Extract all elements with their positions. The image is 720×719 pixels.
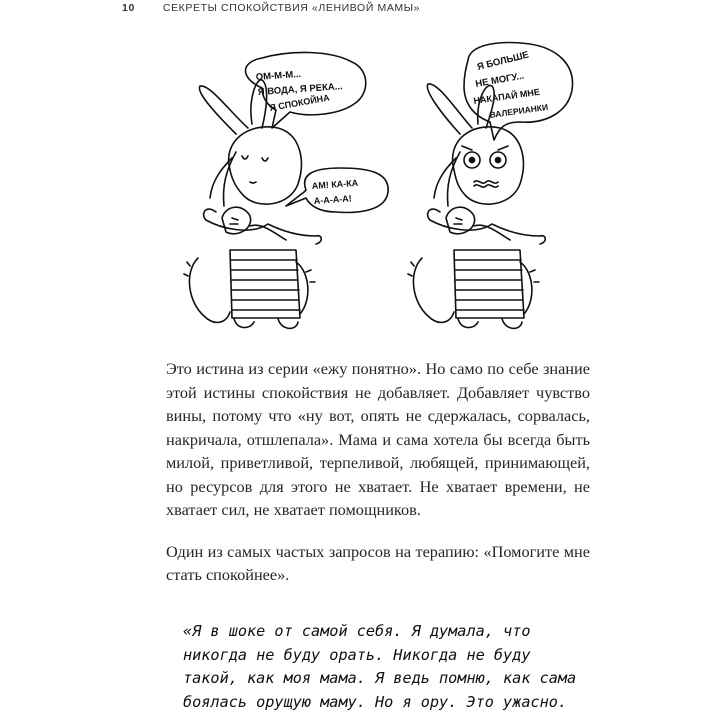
paragraph-1: Это истина из серии «ежу понятно». Но само по себе знание этой истины спокойствия не добавляет. Добавляет чувство вины, потому что «ну вот, опять не сдержалась, сорвалась, накричала, отшлепала». Мама и сама хотела бы всегда быть милой, приветливой, терпеливой, любящей, принимающей, но ресурсов для этого не хватает. Не хватает времени, не хватает сил, не хватает помощников. — [166, 359, 590, 519]
body-text — [166, 357, 590, 587]
stressed-mom-figure — [408, 84, 545, 329]
left-bubble-line-1: ОМ-М-М... — [255, 68, 302, 83]
illustration — [0, 0, 720, 345]
baby-bubble-line-1: АМ! КА-КА — [311, 177, 359, 191]
right-bubble-line-4: ВАЛЕРИАНКИ — [488, 101, 549, 120]
baby-bubble-line-2: А-А-А-А! — [313, 193, 353, 206]
left-bubble-line-3: Я СПОКОЙНА — [268, 92, 331, 113]
running-title: СЕКРЕТЫ СПОКОЙСТВИЯ «ЛЕНИВОЙ МАМЫ» — [162, 2, 421, 14]
quote-text: «Я в шоке от самой себя. Я думала, что никогда не буду орать. Никогда не буду такой, как моя мама. Я ведь помню, как сама боялась орущую маму. Но я ору. Это ужасно. — [183, 622, 577, 711]
right-bubble-line-3: НАКАПАЙ МНЕ — [472, 86, 541, 106]
right-bubble-line-1: Я БОЛЬШЕ — [476, 49, 530, 73]
baby-speech-bubble — [286, 168, 388, 212]
calm-mom-figure — [184, 80, 321, 329]
paragraph-2: Один из самых частых запросов на терапию: «Помогите мне стать спокойнее». — [166, 541, 590, 584]
left-bubble-line-2: Я ВОДА, Я РЕКА... — [257, 81, 343, 98]
quote-block — [183, 620, 583, 714]
page-number: 10 — [122, 2, 135, 14]
right-bubble-line-2: НЕ МОГУ... — [474, 70, 525, 90]
